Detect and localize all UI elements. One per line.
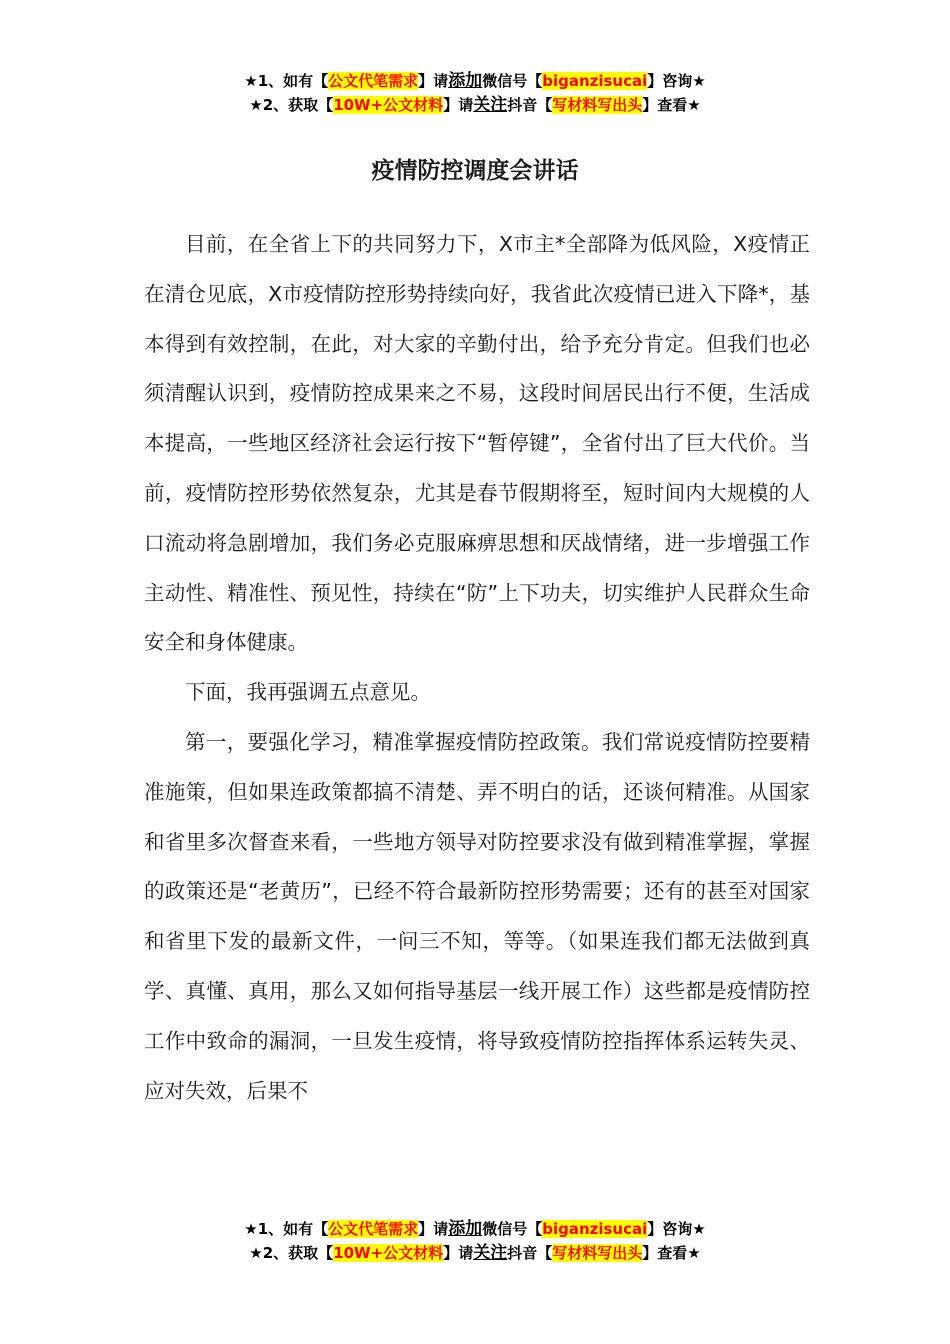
emphasis-add: 添加 bbox=[448, 71, 483, 91]
highlight-materials: 10W+公文材料 bbox=[333, 96, 444, 114]
notice-text: ★2、获取【 bbox=[249, 96, 334, 114]
highlight-wechat-id: biganzisucai bbox=[542, 1220, 648, 1238]
emphasis-follow: 关注 bbox=[473, 1243, 508, 1263]
notice-text: ★2、获取【 bbox=[249, 1244, 334, 1262]
footer-notice-line-2 bbox=[0, 1241, 950, 1265]
document-title: 疫情防控调度会讲话 bbox=[371, 158, 579, 184]
highlight-materials: 10W+公文材料 bbox=[333, 1244, 444, 1262]
highlight-ghostwriting: 公文代笔需求 bbox=[328, 1220, 419, 1238]
notice-text: 微信号【 bbox=[482, 72, 543, 90]
footer-notice-line-1 bbox=[0, 1217, 950, 1241]
paragraph: 第一，要强化学习，精准掌握疫情防控政策。我们常说疫情防控要精准施策，但如果连政策都搞不清楚、弄不明白的话，还谈何精准。从国家和省里多次督查来看，一些地方领导对防控要求没有做到精准掌握，掌握的政策还是“老黄历”，已经不符合最新防控形势需要；还有的甚至对国家和省里下发的最新文件，一问三不知，等等。（如果连我们都无法做到真学、真懂、真用，那么又如何指导基层一线开展工作）这些都是疫情防控工作中致命的漏洞，一旦发生疫情，将导致疫情防控指挥体系运转失灵、应对失效，后果不 bbox=[144, 729, 810, 1103]
document-body bbox=[144, 220, 810, 1116]
notice-text: ★1、如有【 bbox=[244, 72, 329, 90]
highlight-douyin-account: 写材料写出头 bbox=[552, 1244, 643, 1262]
notice-text: 】咨询★ bbox=[647, 1220, 706, 1238]
footer-notice bbox=[0, 1217, 950, 1265]
emphasis-add: 添加 bbox=[448, 1219, 483, 1239]
header-notice bbox=[0, 69, 950, 117]
notice-text: 】请 bbox=[443, 1244, 474, 1262]
notice-text: 抖音【 bbox=[507, 1244, 553, 1262]
highlight-ghostwriting: 公文代笔需求 bbox=[328, 72, 419, 90]
paragraph: 下面，我再强调五点意见。 bbox=[185, 680, 431, 705]
notice-text: 】请 bbox=[418, 1220, 449, 1238]
notice-text: ★1、如有【 bbox=[244, 1220, 329, 1238]
highlight-douyin-account: 写材料写出头 bbox=[552, 96, 643, 114]
notice-text: 】请 bbox=[443, 96, 474, 114]
emphasis-follow: 关注 bbox=[473, 95, 508, 115]
notice-text: 】查看★ bbox=[642, 1244, 701, 1262]
highlight-wechat-id: biganzisucai bbox=[542, 72, 648, 90]
notice-text: 】查看★ bbox=[642, 96, 701, 114]
notice-text: 抖音【 bbox=[507, 96, 553, 114]
header-notice-line-2 bbox=[0, 93, 950, 117]
notice-text: 】请 bbox=[418, 72, 449, 90]
header-notice-line-1 bbox=[0, 69, 950, 93]
paragraph: 目前，在全省上下的共同努力下，X市主*全部降为低风险，X疫情正在清仓见底，X市疫情防控形势持续向好，我省此次疫情已进入下降*，基本得到有效控制，在此，对大家的辛勤付出，给予充分肯定。但我们也必须清醒认识到，疫情防控成果来之不易，这段时间居民出行不便，生活成本提高，一些地区经济社会运行按下“暂停键”，全省付出了巨大代价。当前，疫情防控形势依然复杂，尤其是春节假期将至，短时间内大规模的人口流动将急剧增加，我们务必克服麻痹思想和厌战情绪，进一步增强工作主动性、精准性、预见性，持续在“防”上下功夫，切实维护人民群众生命安全和身体健康。 bbox=[144, 232, 810, 655]
notice-text: 微信号【 bbox=[482, 1220, 543, 1238]
notice-text: 】咨询★ bbox=[647, 72, 706, 90]
